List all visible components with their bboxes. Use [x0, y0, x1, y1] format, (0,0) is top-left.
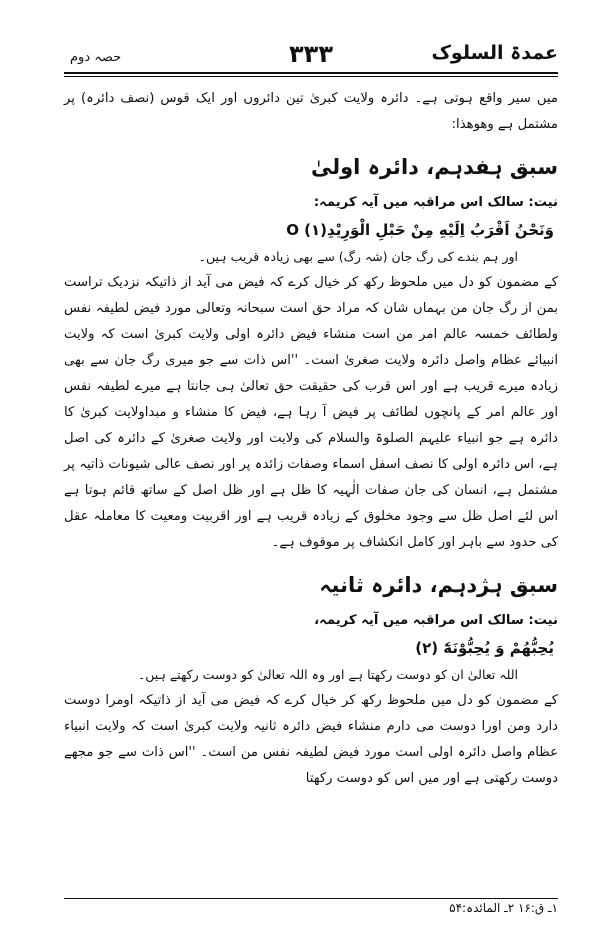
lesson-18-ayah: یُحِبُّهُمْ وَ یُحِبُّوْنَهٗٓ (۲) [415, 639, 554, 657]
page-header [64, 42, 558, 74]
lesson-17-translation: اور ہم بندے کی رگ جان (شہ رگ) سے بھی زیادہ قریب ہیں۔ [198, 249, 518, 264]
intro-paragraph: میں سیر واقع ہوتی ہے۔ دائرہ ولایت کبریٰ تین دائروں اور ایک قوس (نصف دائرہ) پر مشتمل ہے وھوھذا: [64, 91, 558, 132]
header-rule-thin [64, 76, 558, 77]
header-rule [64, 72, 558, 74]
lesson-17-paragraph: کے مضمون کو دل میں ملحوظ رکھ کر خیال کرے کہ فیض می آید از ذاتیکہ نزدیک تراست بمن از رگ جان من بہماں شان کہ مراد حق است سبحانہ وتعالی مورد فیض لطیفہ نفس ولطائف خمسہ عالم امر من است منشاء فیض دائرہ اولی ولایت کبریٰ است کہ ولایت انبیائے عظام واصل دائرہ ولایت صغریٰ است۔ ''اس ذات سے جو میری رگ جان سے بھی زیادہ میرے قریب ہے اور اس قرب کی حقیقت حق تعالیٰ ہی جانتا ہے میرے لطیفہ نفس اور عالم امر کے پانچوں لطائف پر فیض آ رہا ہے، فیض کا منشاء و مبداولایت کبریٰ کا دائرہ ہے جو انبیاء علیہم الصلوۃ والسلام کی ولایت اور ولایت صغریٰ کے دائرہ کی اصل ہے، اس دائرہ اولی کا نصف اسفل اسماء وصفات زائدہ پر اور نصف عالی شیونات ذاتیہ پر مشتمل ہے، انسان کی جان صفات الٰہیہ کا ظل ہے اور ظل اصل کے ساتھ قائم ہوتا ہے اس لئے اصل ظل سے وجود مخلوق کے زیادہ قریب ہے اور اقربیت ومعیت کا معاملہ عقل کی حدود سے باہر اور کامل انکشاف پر موقوف ہے۔ [64, 275, 558, 550]
running-title: عمدۃ السلوک [431, 42, 558, 64]
page-number: ۳۳۳ [289, 40, 333, 68]
part-label: حصہ دوم [70, 50, 122, 65]
lesson-18-paragraph: کے مضمون کو دل میں ملحوظ رکھ کر خیال کرے کہ فیض می آید از ذاتیکہ اومرا دوست دارد ومن اورا دوست می دارم منشاء فیض دائرہ ثانیہ ولایت کبریٰ است کہ ولایت انبیاء عظام واصل دائرہ اولی است مورد فیض لطیفہ نفس من است۔ ''اس ذات سے جو مجھے دوست رکھتی ہے اور میں اس کو دوست رکھتا [64, 693, 558, 786]
footnote-rule [64, 898, 558, 899]
lesson-17-niyat: نیت: سالک اس مراقبہ میں آیہ کریمہ: [313, 195, 558, 210]
lesson-17-heading: سبق ہفدہم، دائرہ اولیٰ [311, 155, 558, 179]
lesson-18-niyat: نیت: سالک اس مراقبہ میں آیہ کریمہ، [314, 613, 558, 628]
lesson-18-heading: سبق ہژدہم، دائرہ ثانیہ [319, 573, 558, 597]
lesson-17-ayah: وَنَحْنُ اَقْرَبُ اِلَیْهِ مِنْ حَبْلِ الْوَرِیْدِO (۱) [286, 221, 554, 239]
page-body [64, 86, 558, 792]
lesson-18-translation: اللہ تعالیٰ ان کو دوست رکھتا ہے اور وہ اللہ تعالیٰ کو دوست رکھتے ہیں۔ [137, 667, 518, 682]
footnotes: ۱ـ ق:۱۶ ۲ـ المائدہ:۵۴ [449, 901, 558, 915]
